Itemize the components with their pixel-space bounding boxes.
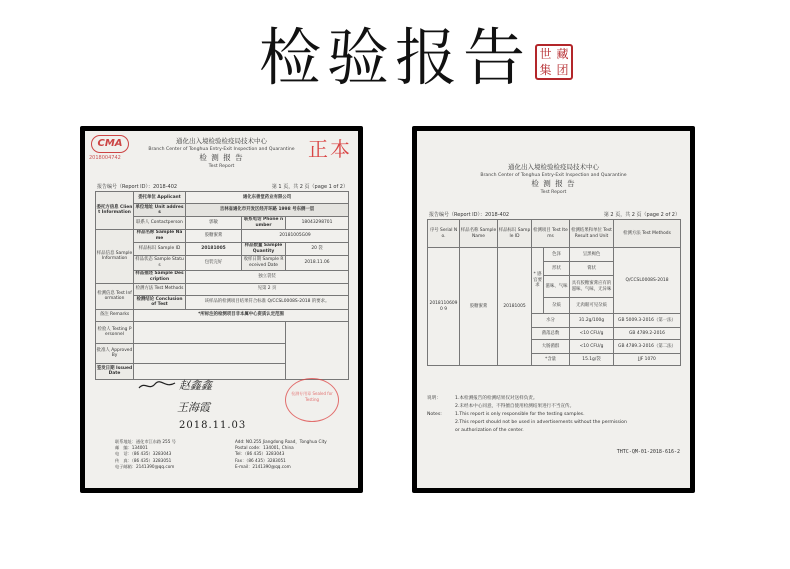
note-en-2: 2.This report should not be used in advertisements without the permission <box>455 420 627 425</box>
report-notes <box>427 395 682 435</box>
seal-char: 团 <box>556 63 569 77</box>
description-label: 样品描述 Sample Description <box>135 271 184 282</box>
approver-label: 批准人 Approved By <box>96 343 134 363</box>
sample-info-group: 样品信息 Sample Information <box>96 229 134 283</box>
footer-fax-cn: 传 真：（86 435）3283051 <box>115 457 172 463</box>
footer-address-en: Add: NO.255 Jiangdong Road，Tonghua City <box>235 439 327 444</box>
received-label: 收样日期 Sample Received Date <box>242 255 286 270</box>
col-method: 检测方法 Test Methods <box>614 220 681 248</box>
row-method: JJF 1070 <box>614 354 681 366</box>
row-method: GB 5009.3-2016（第一法） <box>614 314 681 328</box>
row-item: 水分 <box>532 314 570 328</box>
item-name: 形状 <box>544 262 570 276</box>
sample-number-value: 20181005 <box>186 242 242 255</box>
item-result: 无肉眼可见杂质 <box>570 298 614 314</box>
quantity-label: 样品数量 Sample Quantity <box>242 242 286 255</box>
page-indicator: 第 1 页，共 2 页（page 1 of 2） <box>271 184 348 190</box>
item-name: 滋味、气味 <box>544 276 570 298</box>
footer-zip-en: Postal code：134001, China <box>235 445 294 451</box>
note-en-1: 1.This report is only responsible for the testing samples. <box>455 412 585 417</box>
report-page-1-frame <box>80 126 363 493</box>
applicant-label: 委托单位 Applicant <box>134 192 186 204</box>
row-method: GB 4789.2-2016 <box>614 328 681 340</box>
footer-tel-cn: 电 话：（86 435）3283043 <box>115 451 172 457</box>
report-title-cn: 检 测 报 告 <box>199 153 244 162</box>
row-method: GB 4789.3-2016（第二法） <box>614 340 681 354</box>
serial-value: 20181106090 9 <box>428 248 460 366</box>
report-header <box>417 131 690 196</box>
phone-label: 联系电话 Phone number <box>242 216 286 229</box>
method-label: 检测方法 Test Methods <box>134 283 186 295</box>
phone-value: 18043298701 <box>286 216 349 229</box>
notes-label-en: Notes: <box>427 412 442 417</box>
approver-signature-cell <box>134 343 286 363</box>
col-test-items: 检测项目 Test Items <box>532 220 570 248</box>
brand-seal-logo <box>535 44 573 80</box>
row-result: <10 CFU/g <box>570 340 614 354</box>
testing-seal-stamp <box>285 378 339 422</box>
sample-id-value: 20181005G09 <box>242 229 349 242</box>
approver-signature: 王海霞 <box>177 401 210 414</box>
contact-value: 郭敏 <box>186 216 242 229</box>
col-sample-id: 样品标识 Sample ID <box>498 220 532 248</box>
footer-address-cn: 联系地址：通化市江东路 255 号 <box>115 439 176 444</box>
report-page-2 <box>417 131 690 488</box>
note-en-3: or authorization of the center. <box>455 428 524 433</box>
report-page-1 <box>85 131 358 488</box>
seal-char: 集 <box>539 63 552 77</box>
sample-name-value: 胶糖蜜膏 <box>460 248 498 366</box>
footer-mail-cn: 电子邮箱：2141390@qq.com <box>115 463 175 469</box>
col-serial: 序号 Serial No. <box>428 220 460 248</box>
method-value: 见第 2 页 <box>186 283 349 295</box>
sensory-method: Q/CCSL0008S-2018 <box>614 248 681 314</box>
seal-text: 检测专用章 Sealed for Testing <box>291 391 333 402</box>
report-info-table <box>95 191 349 380</box>
client-info-group: 委托方信息 Client Information <box>96 192 134 230</box>
row-result: 31.2g/100g <box>570 314 614 328</box>
sample-id-label: 样品标识 Sample ID <box>134 242 186 255</box>
footer-contact-cn <box>115 439 176 470</box>
conclusion-value: 该样品的检测项目结果符合标准 Q/CCSL0008S-2018 的要求。 <box>186 295 349 309</box>
note-cn-2: 2.未经本中心同意，不得擅自使用检测结果进行不当宣传。 <box>455 404 575 409</box>
sample-name-label: 样品名称 Sample Name <box>134 229 186 242</box>
row-item: *含量 <box>532 354 570 366</box>
cma-number: 2018004742 <box>89 155 121 161</box>
sample-id-value: 20181005 <box>498 248 532 366</box>
report-title-cn: 检 测 报 告 <box>531 179 576 188</box>
contact-label: 联系人 Contactperson <box>134 216 186 229</box>
quantity-value: 20 袋 <box>286 242 349 255</box>
org-name-cn: 通化出入境检验检疫局技术中心 <box>176 137 267 145</box>
item-name: 杂质 <box>544 298 570 314</box>
note-cn-1: 1.本检测报告的检测结果仅对送样负责。 <box>455 396 538 401</box>
status-value: 包装完好 <box>186 255 242 270</box>
sensory-group: * 感官要求 <box>532 248 544 314</box>
sample-name-value: 胶糖蜜膏 <box>186 229 242 242</box>
report-title-en: Test Report <box>540 190 567 195</box>
received-value: 2018.11.06 <box>286 255 349 270</box>
remarks-label: 备注 Remarks <box>96 309 134 321</box>
seal-char: 藏 <box>556 47 569 61</box>
seal-char: 世 <box>539 47 552 61</box>
footer-contact-en <box>235 439 327 470</box>
description-value: 独立袋装 <box>186 270 349 283</box>
report-id: 报告编号（Report ID）：2018-402 <box>429 212 510 218</box>
col-sample-name: 样品名称 Sample Name <box>460 220 498 248</box>
issue-date-label: 签发日期 Issued Date <box>96 363 134 379</box>
address-label: 单位地址 Unit address <box>134 204 186 217</box>
tester-signature: 赵鑫鑫 <box>179 379 212 392</box>
test-info-group: 检测信息 Test Information <box>96 283 134 309</box>
report-title-en: Test Report <box>208 164 235 169</box>
col-result: 检测结果和单位 Test Result and Unit <box>570 220 614 248</box>
conclusion-label: 检测结论 Conclusion of Test <box>134 295 186 309</box>
tester-signature-scribble <box>137 379 177 397</box>
page-indicator: 第 2 页，共 2 页（page 2 of 2） <box>603 212 680 218</box>
notes-label-cn: 说明： <box>427 396 441 401</box>
org-name-en: Branch Center of Tonghua Entry-Exit Inspection and Quarantine <box>480 173 627 178</box>
status-label: 样品状态 Sample Status <box>134 255 186 270</box>
footer-fax-en: Fax：（86 435）3283051 <box>235 457 286 463</box>
document-code: THTC-QM-01-2018-616-2 <box>616 449 680 455</box>
item-result: 具有胶糖蜜膏应有的滋味、气味，无异味 <box>570 276 614 298</box>
org-name-en: Branch Center of Tonghua Entry-Exit Inspection and Quarantine <box>148 147 295 152</box>
test-results-table <box>427 219 681 366</box>
item-result: 膏状 <box>570 262 614 276</box>
seal-cell <box>286 321 349 379</box>
tester-label: 检验人 Testing Personnel <box>96 321 134 343</box>
item-name: 色泽 <box>544 248 570 262</box>
footer-tel-en: Tel：（86 435）3283043 <box>235 451 285 457</box>
row-result: <10 CFU/g <box>570 328 614 340</box>
address-value: 吉林省通化市开发区经开环路 1998 号东侧一层 <box>186 204 349 217</box>
issue-date-value: 2018.11.03 <box>179 420 247 431</box>
row-item: 大肠菌群 <box>532 340 570 354</box>
item-result: 呈黑褐色 <box>570 248 614 262</box>
row-item: 菌落总数 <box>532 328 570 340</box>
row-result: 15.1g/袋 <box>570 354 614 366</box>
applicant-value: 通化东善堂药业有限公司 <box>186 192 349 204</box>
report-id: 报告编号（Report ID）：2018-402 <box>97 184 178 190</box>
tester-signature-cell <box>134 321 286 343</box>
page-title: 检验报告 <box>258 21 531 94</box>
report-page-2-frame <box>412 126 695 493</box>
remarks-value: *所标注的检测项目非本属中心资质认定范围 <box>134 309 349 321</box>
footer-mail-en: E-mail：2141390@qq.com <box>235 463 291 469</box>
cma-logo: CMA <box>91 135 129 153</box>
footer-zip-cn: 邮 编：134001 <box>115 445 148 451</box>
original-stamp: 正本 <box>308 137 352 161</box>
org-name-cn: 通化出入境检验检疫局技术中心 <box>508 163 599 171</box>
